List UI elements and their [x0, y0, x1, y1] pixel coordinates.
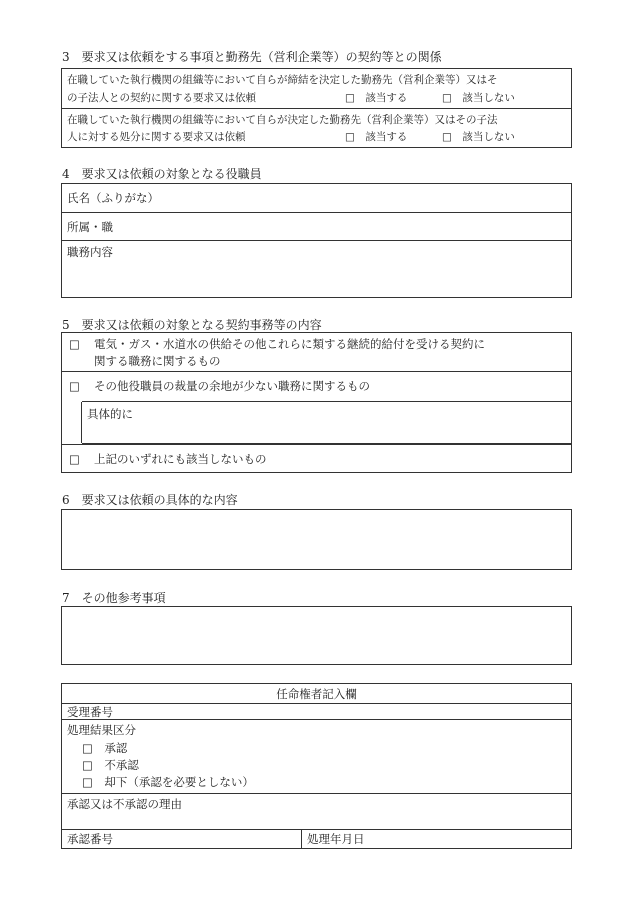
appointer-result-row: [62, 720, 571, 794]
appointer-result-label: 処理結果区分: [67, 723, 136, 737]
section3-heading: 3 要求又は依頼をする事項と勤務先（営利企業等）の契約等との関係: [62, 50, 442, 64]
section3-row-disposition-line1: 在職していた執行機関の組織等において自らが決定した勤務先（営利企業等）又はその子法: [67, 114, 498, 126]
appointer-date-label[interactable]: 処理年月日: [307, 832, 365, 846]
appointer-title-row: [62, 684, 571, 704]
appointer-bottom-row: [62, 830, 571, 848]
section3-row-contract-line1: 在職していた執行機関の組織等において自らが締結を決定した勤務先（営利企業等）又はそ: [67, 74, 498, 86]
section3-contract-no-checkbox[interactable]: □ 該当しない: [442, 92, 515, 104]
section5-option-limited-discretion[interactable]: [62, 372, 571, 401]
appointer-approval-no-label[interactable]: 承認番号: [67, 832, 113, 846]
section3-disposition-yes-checkbox[interactable]: □ 該当する: [345, 131, 408, 143]
appointer-reason-label: 承認又は不承認の理由: [67, 797, 182, 811]
appointer-reason-row[interactable]: [62, 794, 571, 830]
section5-heading: 5 要求又は依頼の対象となる契約事務等の内容: [62, 318, 322, 332]
section4-name-label: 氏名（ふりがな）: [67, 191, 159, 205]
section3-row-contract-line2: の子法人との契約に関する要求又は依頼: [67, 92, 256, 104]
appointer-title: 任命権者記入欄: [276, 687, 357, 701]
section3-contract-yes-checkbox[interactable]: □ 該当する: [345, 92, 408, 104]
section4-duty-row[interactable]: [62, 241, 571, 297]
section3-table: [61, 68, 572, 148]
section4-dept-row[interactable]: [62, 213, 571, 241]
section5-specific-field[interactable]: [82, 401, 571, 444]
section3-row-contract: [62, 69, 571, 109]
section6-input-box[interactable]: [61, 509, 572, 570]
section5-option-limited-label: その他役職員の裁量の余地が少ない職務に関するもの: [94, 379, 370, 393]
section5-specific-label: 具体的に: [87, 407, 133, 421]
section4-table: [61, 183, 572, 298]
section5-option-none-label: 上記のいずれにも該当しないもの: [94, 452, 267, 466]
section4-name-row[interactable]: [62, 184, 571, 213]
appointer-result-approve-checkbox[interactable]: □ 承認: [82, 741, 128, 755]
section5-option-none-checkbox[interactable]: □: [69, 452, 80, 466]
section5-table: [61, 332, 572, 473]
section5-option-none[interactable]: [62, 444, 571, 472]
section3-row-disposition: [62, 109, 571, 147]
section5-option-utility-line2: 関する職務に関するもの: [94, 354, 221, 368]
section7-heading: 7 その他参考事項: [62, 591, 166, 605]
section3-disposition-no-checkbox[interactable]: □ 該当しない: [442, 131, 515, 143]
appointer-result-disapprove-checkbox[interactable]: □ 不承認: [82, 758, 139, 772]
section3-row-disposition-line2: 人に対する処分に関する要求又は依頼: [67, 131, 246, 143]
appointer-result-dismiss-checkbox[interactable]: □ 却下（承認を必要としない）: [82, 775, 254, 789]
section5-specific-divider: [81, 402, 82, 443]
section5-option-utility-checkbox[interactable]: □: [69, 337, 80, 351]
section4-dept-label: 所属・職: [67, 220, 113, 234]
appointer-table: [61, 683, 572, 849]
section5-option-utility-line1: 電気・ガス・水道水の供給その他これらに類する継続的給付を受ける契約に: [94, 337, 485, 351]
section5-option-limited-checkbox[interactable]: □: [69, 379, 80, 393]
section4-duty-label: 職務内容: [67, 245, 113, 259]
appointer-receipt-label: 受理番号: [67, 705, 113, 719]
section7-input-box[interactable]: [61, 606, 572, 665]
section5-option-utility[interactable]: [62, 333, 571, 372]
appointer-bottom-divider: [301, 830, 302, 848]
section4-heading: 4 要求又は依頼の対象となる役職員: [62, 167, 262, 181]
section6-heading: 6 要求又は依頼の具体的な内容: [62, 493, 238, 507]
appointer-receipt-row[interactable]: [62, 704, 571, 720]
